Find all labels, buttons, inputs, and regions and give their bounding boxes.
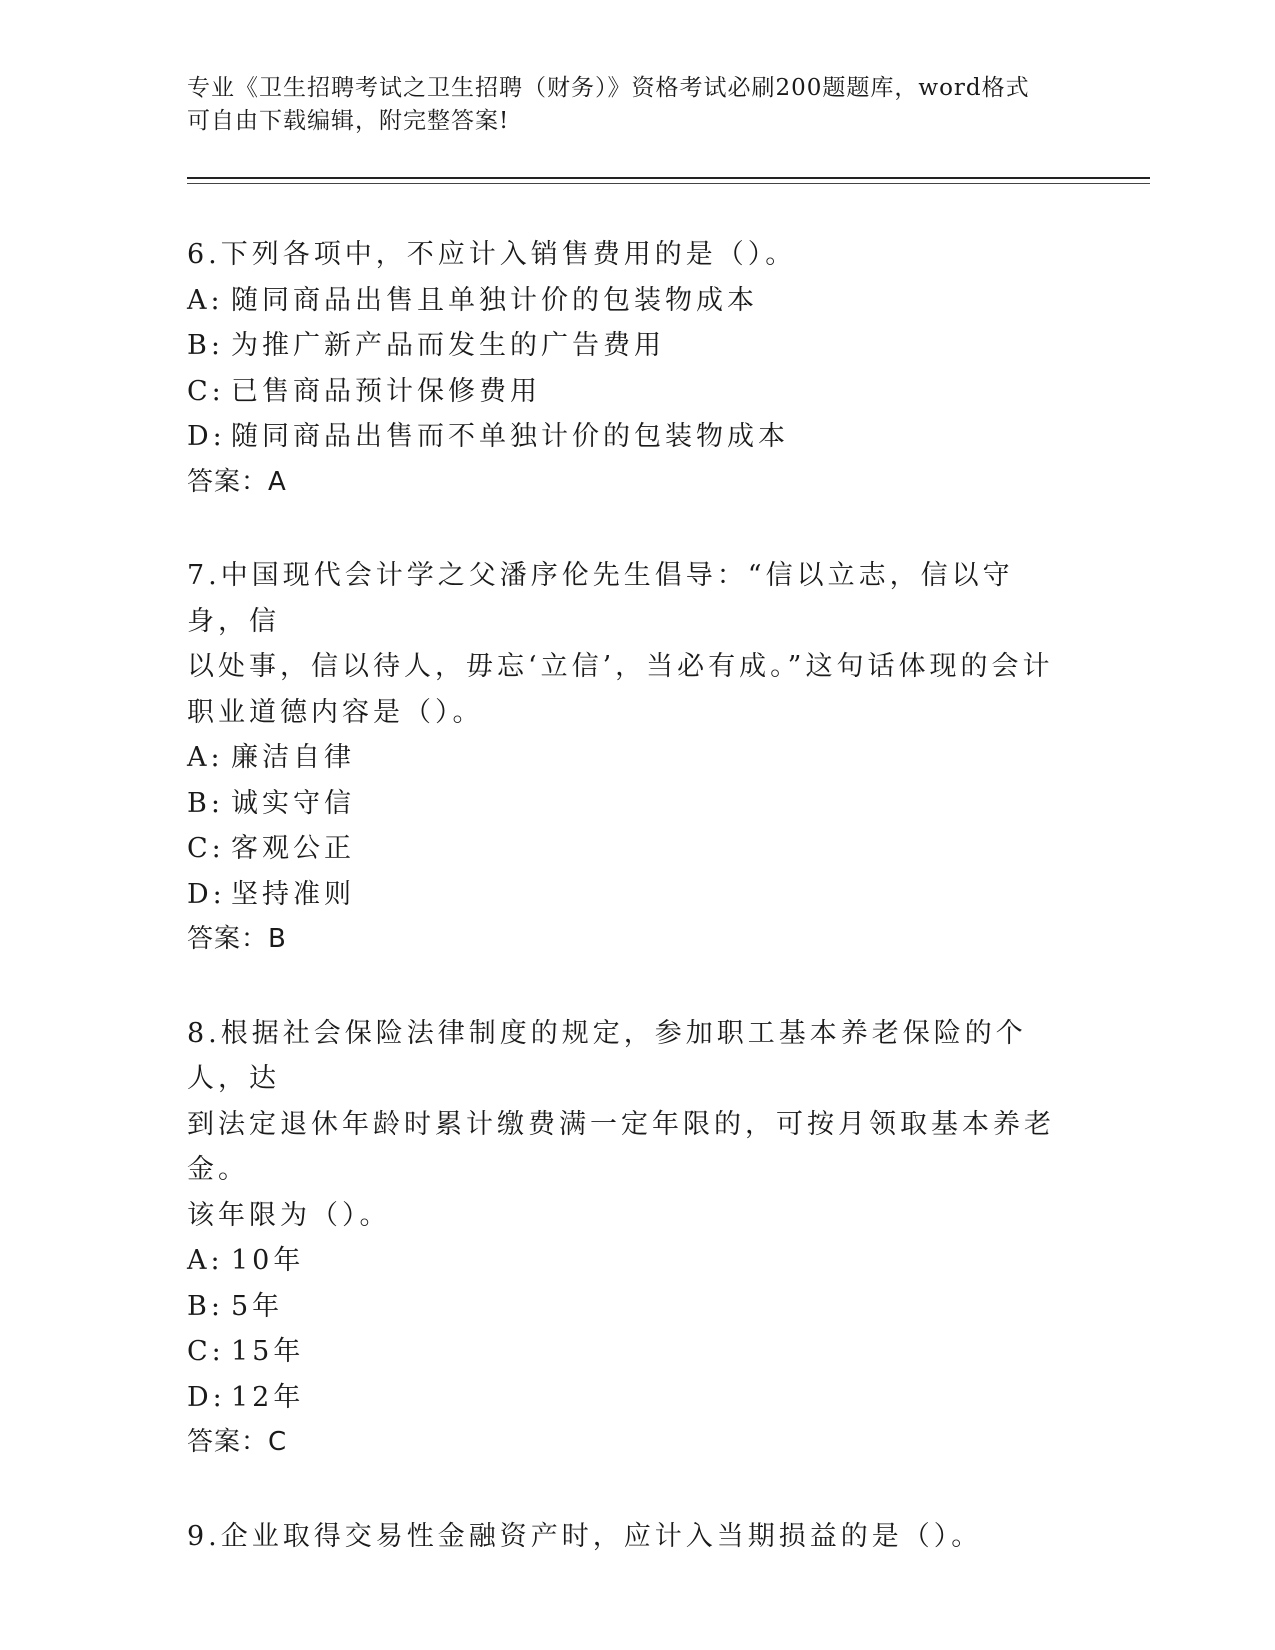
document-header: [187, 72, 1067, 138]
option-text: 客观公正: [231, 833, 355, 864]
option-key: B:: [187, 787, 224, 819]
option-row: [187, 1375, 1067, 1421]
question-text-line: 该年限为（）。: [187, 1199, 391, 1231]
option-key: A:: [187, 742, 224, 773]
option-key: D:: [187, 1381, 226, 1413]
option-key: C:: [187, 833, 225, 864]
option-text: 随同商品出售而不单独计价的包装物成本: [231, 421, 789, 452]
answer-line: [187, 917, 1067, 963]
option-row: [187, 369, 1067, 415]
option-text: 10年: [231, 1245, 305, 1276]
question-block: [187, 1514, 1067, 1560]
question-list: [187, 232, 1067, 1607]
header-divider-thick: [187, 177, 1150, 179]
answer-line: [187, 460, 1067, 506]
option-key: A:: [187, 284, 224, 316]
option-key: C:: [187, 375, 225, 407]
option-text: 随同商品出售且单独计价的包装物成本: [231, 284, 758, 316]
option-key: D:: [187, 878, 226, 910]
option-row: [187, 1329, 1067, 1375]
header-line-1: 专业《卫生招聘考试之卫生招聘（财务）》资格考试必刷200题题库，word格式: [187, 75, 1030, 101]
answer-label: 答案：: [187, 1427, 269, 1457]
question-text-line: 到法定退休年龄时累计缴费满一定年限的，可按月领取基本养老金。: [187, 1108, 1055, 1185]
option-row: [187, 1284, 1067, 1330]
answer-label: 答案：: [187, 924, 269, 954]
question-text-line: 9.企业取得交易性金融资产时，应计入当期损益的是（）。: [187, 1520, 983, 1552]
option-row: [187, 414, 1067, 460]
option-row: [187, 735, 1067, 781]
option-key: C:: [187, 1336, 225, 1367]
answer-line: [187, 1420, 1067, 1466]
answer-value: B: [268, 924, 287, 954]
header-line-2: 可自由下载编辑，附完整答案!: [187, 108, 510, 134]
option-key: A:: [187, 1245, 224, 1276]
answer-value: A: [268, 466, 287, 497]
question-text-line: 8.根据社会保险法律制度的规定，参加职工基本养老保险的个人，达: [187, 1017, 1027, 1094]
question-block: [187, 1011, 1067, 1466]
answer-value: C: [268, 1427, 288, 1457]
option-row: [187, 872, 1067, 918]
question-block: [187, 232, 1067, 505]
option-key: B:: [187, 1290, 224, 1322]
question-text-line: 7.中国现代会计学之父潘序伦先生倡导：“信以立志，信以守身，信: [187, 560, 1014, 637]
option-text: 15年: [231, 1336, 305, 1367]
header-divider-thin: [187, 183, 1150, 184]
question-block: [187, 553, 1067, 963]
question-text-line: 职业道德内容是（）。: [187, 696, 484, 728]
option-text: 为推广新产品而发生的广告费用: [231, 330, 665, 361]
option-row: [187, 1238, 1067, 1284]
option-key: D:: [187, 421, 226, 452]
question-text-line: 以处事，信以待人，毋忘‘立信’，当必有成。”这句话体现的会计: [187, 651, 1054, 682]
option-row: [187, 278, 1067, 324]
option-key: B:: [187, 330, 224, 361]
question-text-line: 6.下列各项中，不应计入销售费用的是（）。: [187, 239, 797, 270]
option-text: 5年: [231, 1290, 284, 1322]
option-row: [187, 826, 1067, 872]
option-text: 坚持准则: [231, 878, 355, 910]
option-text: 诚实守信: [231, 787, 355, 819]
option-row: [187, 323, 1067, 369]
option-text: 已售商品预计保修费用: [231, 375, 541, 407]
option-text: 12年: [231, 1381, 305, 1413]
option-text: 廉洁自律: [231, 742, 355, 773]
option-row: [187, 781, 1067, 827]
answer-label: 答案：: [187, 466, 269, 497]
